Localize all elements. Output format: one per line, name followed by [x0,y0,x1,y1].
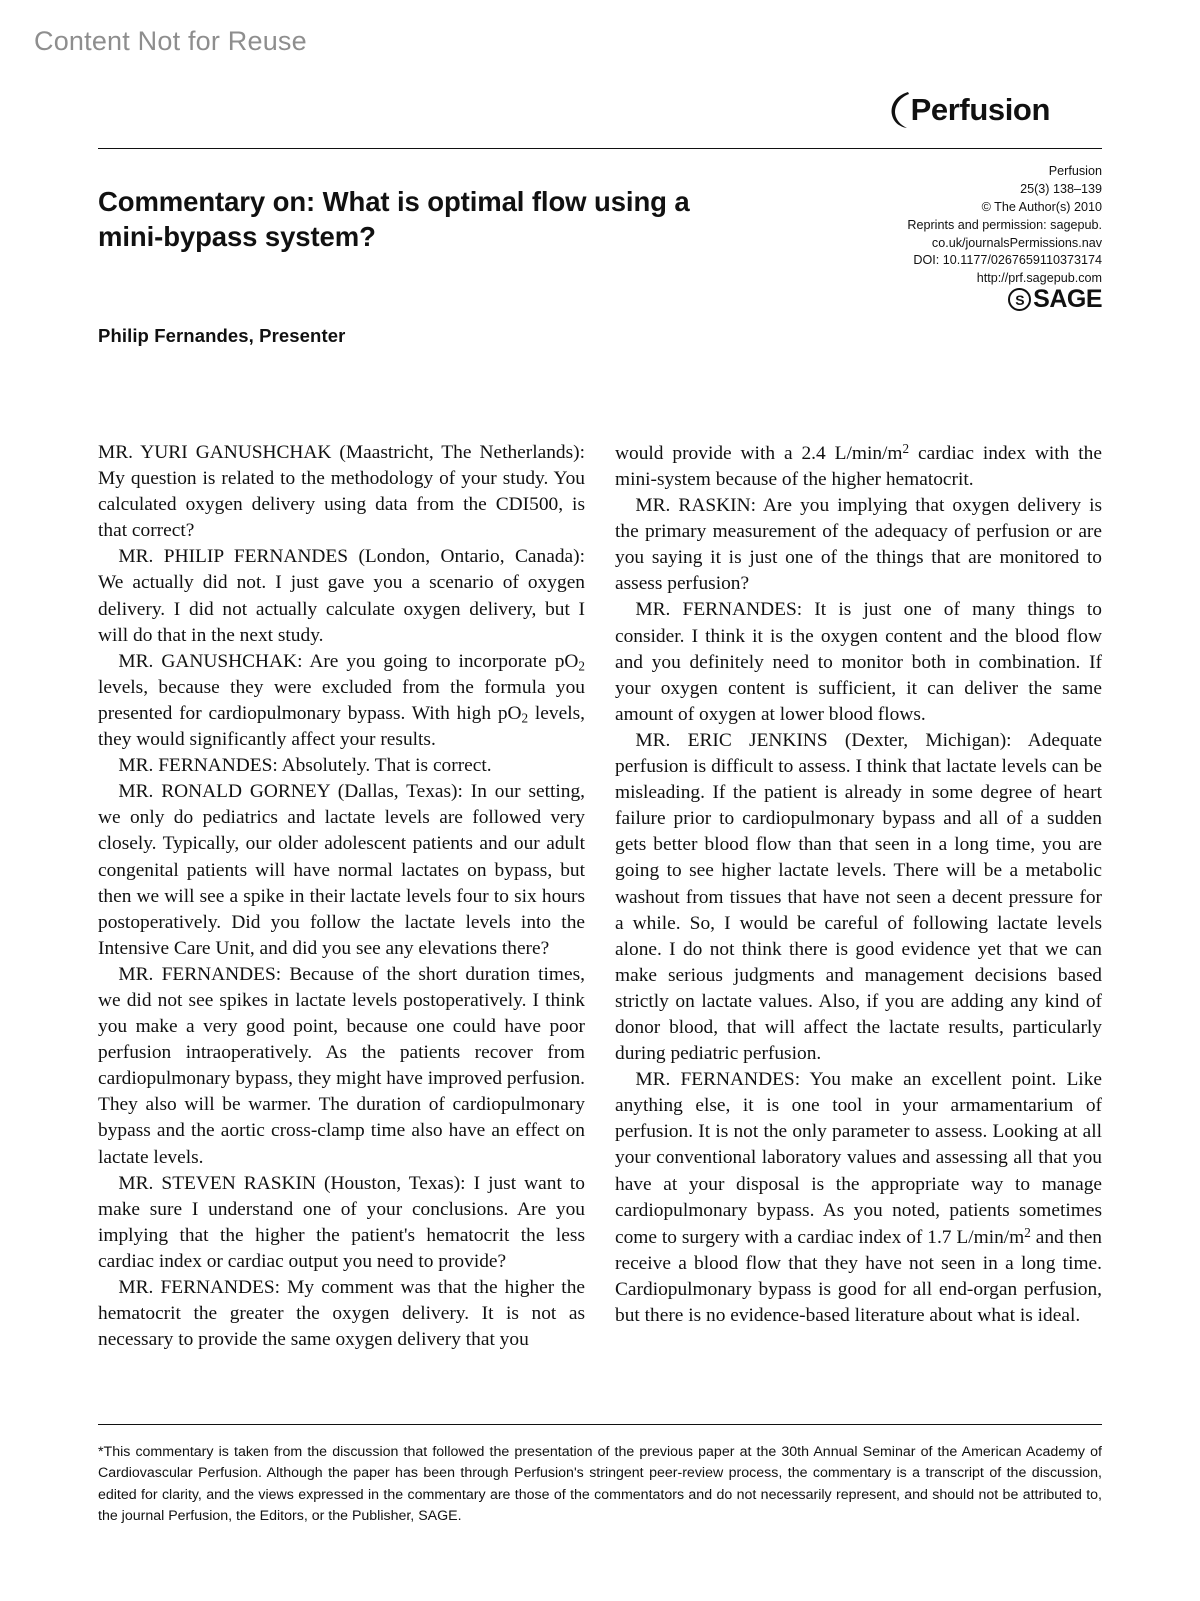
paragraph: MR. FERNANDES: Because of the short duration times, we did not see spikes in lactate levels postoperatively. I think you make a very good point, because one could have poor perfusion intraoperatively. As the patients recover from cardiopulmonary bypass, they might have improved perfusion. They also will be warmer. The duration of cardiopulmonary bypass and the aortic cross-clamp time also have an effect on lactate levels. [98,963,585,1168]
paragraph: MR. RASKIN: Are you implying that oxygen delivery is the primary measurement of the adequacy of perfusion or are you saying it is just one of the things that are monitored to assess perfusion? [615,495,1102,595]
paragraph: MR. FERNANDES: It is just one of many things to consider. I think it is the oxygen content and the blood flow and you definitely need to monitor both in combination. If your oxygen content is sufficient, it can deliver the same amount of oxygen at lower blood flows. [615,599,1102,725]
perfusion-swoosh-icon [887,88,913,132]
paragraph: MR. PHILIP FERNANDES (London, Ontario, Canada): We actually did not. I just gave you a scenario of oxygen delivery. I did not actually calculate oxygen delivery, but I will do that in the next study. [98,546,585,646]
meta-line-volume: 25(3) 138–139 [1020,181,1102,196]
article-body [98,440,1102,1353]
paragraph: MR. FERNANDES: You make an excellent point. Like anything else, it is one tool in your armamentarium of perfusion. It is not the only parameter to assess. Looking at all your conventional laboratory values and assessing all that you have at your disposal is the appropriate way to manage cardiopulmonary bypass. As you noted, patients sometimes come to surgery with a cardiac index of 1.7 $L/\min/m^2$ and then receive a blood flow that they have not seen in a long time. Cardiopulmonary bypass is good for all end-organ perfusion, but there is no evidence-based literature about what is ideal. [615,1069,1103,1326]
sage-logo [1008,285,1102,314]
sage-logo-text: SAGE [1033,285,1102,313]
paragraph: MR. ERIC JENKINS (Dexter, Michigan): Adequate perfusion is difficult to assess. I think that lactate levels can be misleading. If the patient is already in some degree of heart failure prior to cardiopulmonary bypass and all of a sudden gets better blood flow than that seen in a long time, you are going to see higher lactate levels. There will be a metabolic washout from tissues that have not seen a decent pressure for a while. So, I would be careful of following lactate levels alone. I do not think there is good evidence yet that we can make serious judgments and management decisions based strictly on lactate values. Also, if you are adding any kind of donor blood, that will affect the lactate results, particularly during pediatric perfusion. [615,729,1102,1065]
watermark-text: Content Not for Reuse [34,26,307,56]
paragraph: MR. FERNANDES: Absolutely. That is correct. [118,755,492,777]
journal-logo [887,88,1050,132]
footnote-text: *This commentary is taken from the discussion that followed the presentation of the previous paper at the 30th Annual Seminar of the American Academy of Cardiovascular Perfusion. Although the paper has been through Perfusion's stringent peer-review process, the commentary is a transcript of the discussion, edited for clarity, and the views expressed in the commentary are those of the commentators and do not necessarily represent, and should not be attributed to, the journal Perfusion, the Editors, or the Publisher, SAGE. [98,1444,1102,1524]
meta-line-reprints-1: Reprints and permission: sagepub. [907,217,1102,232]
column-right [615,440,1102,1353]
paragraph: MR. STEVEN RASKIN (Houston, Texas): I just want to make sure I understand one of your conclusions. Are you implying that the higher the patient's hematocrit the less cardiac index or cardiac output you need to provide? [98,1172,585,1272]
masthead-meta [792,163,1102,288]
meta-line-reprints-2: co.uk/journalsPermissions.nav [931,235,1102,250]
meta-line-copyright: © The Author(s) 2010 [981,199,1102,214]
page-title: Commentary on: What is optimal flow using a mini-bypass system? [98,186,690,253]
journal-logo-text: Perfusion [910,92,1050,127]
paragraph: would provide with a 2.4 $L/\min/m^2$ cardiac index with the mini-system because of the higher hematocrit. [615,441,1102,491]
paragraph: MR. RONALD GORNEY (Dallas, Texas): In our setting, we only do pediatrics and lactate levels are followed very closely. Typically, our older adolescent patients and our adult congenital patients will have normal lactates on bypass, but then we will see a spike in their lactate levels four to six hours postoperatively. Did you follow the lactate levels into the Intensive Care Unit, and did you see any elevations there? [98,781,585,959]
footnote-divider [98,1424,1102,1425]
column-left [98,440,585,1353]
paragraph: MR. GANUSHCHAK: Are you going to incorporate $pO_2$ levels, because they were excluded from the formula you presented for cardiopulmonary bypass. With high $pO_2$ levels, they would significantly affect your results. [98,650,585,751]
meta-line-journal: Perfusion [1048,164,1102,178]
paragraph: MR. FERNANDES: My comment was that the higher the hematocrit the greater the oxygen delivery. It is not as necessary to provide the same oxygen delivery that you [98,1277,585,1351]
meta-line-url: http://prf.sagepub.com [976,271,1102,286]
paragraph: MR. YURI GANUSHCHAK (Maastricht, The Netherlands): My question is related to the methodology of your study. You calculated oxygen delivery using data from the CDI500, is that correct? [98,442,585,542]
header-divider [98,148,1102,149]
meta-line-doi: DOI: 10.1177/0267659110373174 [913,253,1102,268]
author-byline: Philip Fernandes, Presenter [98,325,346,346]
sage-ring-icon [1008,288,1031,311]
